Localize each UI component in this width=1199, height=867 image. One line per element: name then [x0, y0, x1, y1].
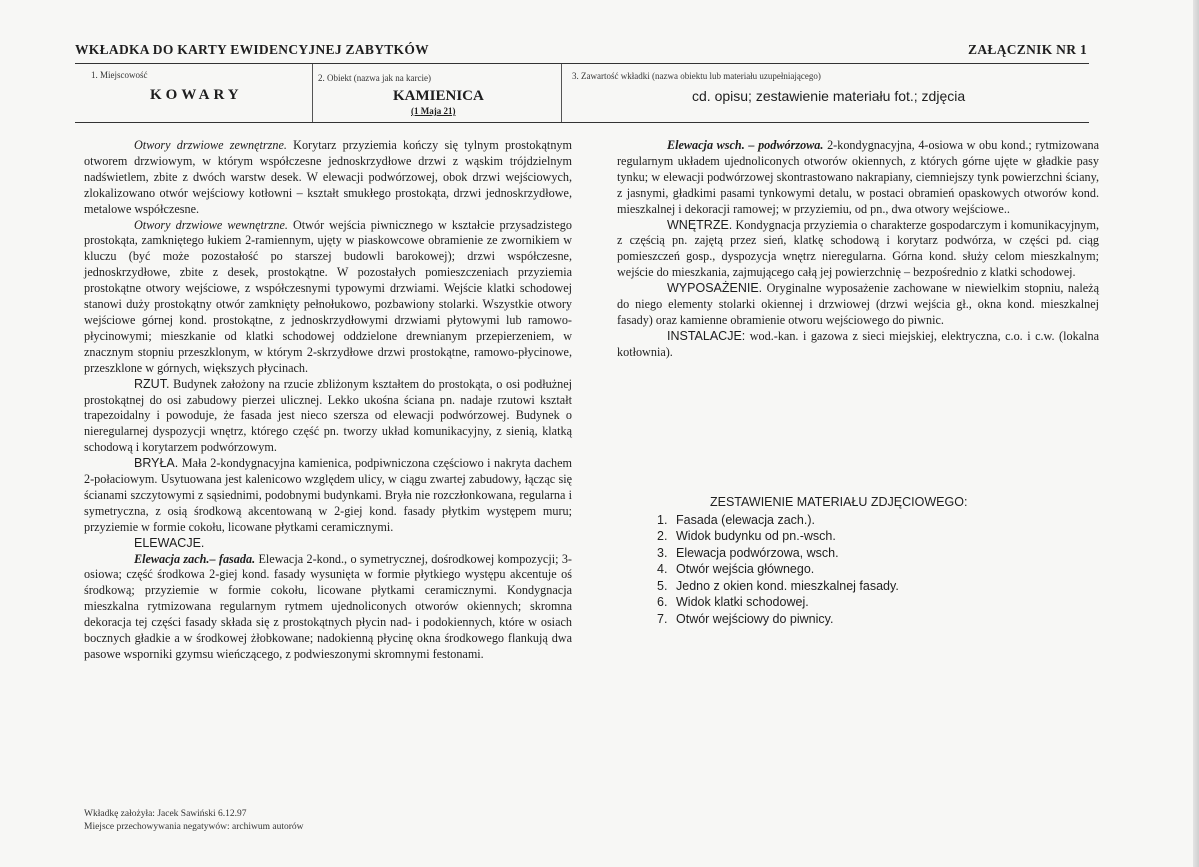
header-rule-top [75, 63, 1089, 64]
list-item [657, 528, 967, 545]
list-item-label: Widok budynku od pn.-wsch. [676, 529, 836, 543]
list-item [657, 611, 967, 628]
paragraph [617, 138, 1099, 218]
list-item-label: Fasada (elewacja zach.). [676, 512, 815, 527]
list-item-number: 5. [657, 578, 668, 593]
zawartosc-label: 3. Zawartość wkładki (nazwa obiektu lub materiału uzupełniającego) [572, 71, 821, 81]
section-heading: WYPOSAŻENIE. [667, 281, 763, 296]
miejscowosc-value: KOWARY [150, 87, 243, 103]
section-heading: ELEWACJE. [134, 535, 205, 550]
paragraph [84, 456, 572, 536]
footer-negatives-location: Miejsce przechowywania negatywów: archiwum autorów [84, 822, 304, 832]
field-divider [561, 64, 562, 122]
list-item-number: 7. [657, 611, 668, 626]
section-heading: RZUT. [134, 376, 170, 391]
footer [84, 808, 303, 834]
photo-list [657, 512, 967, 628]
list-item [657, 594, 967, 611]
section-heading: INSTALACJE: [667, 328, 746, 343]
list-item [657, 512, 967, 529]
page-edge [1193, 0, 1199, 867]
paragraph [84, 536, 572, 552]
section-heading: WNĘTRZE. [667, 217, 733, 232]
section-heading: Otwory drzwiowe zewnętrzne. [134, 138, 287, 152]
paragraph-text: Oryginalne wyposażenie zachowane w niewielkim stopniu, należą do niego elementy stolarki okiennej i drzwiowej (drzwi wejścia gł., okna kond. mieszkalnej fasady) oraz kamienne obramienie otworu wejściowego do piwnic. [617, 281, 1099, 327]
list-item-label: Elewacja podwórzowa, wsch. [676, 545, 839, 560]
paragraph-text: Kondygnacja przyziemia o charakterze gospodarczym i komunikacyjnym, z częścią pn. zajętą przez sień, klatkę schodową i korytarz podwórza, w części pd. ciąg pomieszczeń gosp., dyspozycja wnętrz nieregularna. Górna kond. służy celom mieszkalnym; wejście do mieszkania, zajmującego całą jej powierzchnię – bezpośrednio z klatki schodowej. [617, 217, 1099, 280]
attachment-number: ZAŁĄCZNIK NR 1 [968, 42, 1087, 57]
obiekt-value: KAMIENICA [393, 88, 484, 104]
list-item-label: Otwór wejściowy do piwnicy. [676, 611, 834, 626]
list-item-number: 4. [657, 562, 668, 576]
list-item-label: Jedno z okien kond. mieszkalnej fasady. [676, 578, 899, 593]
section-heading: BRYŁA. [134, 456, 179, 471]
footer-author: Wkładkę założyła: Jacek Sawiński 6.12.97 [84, 809, 247, 819]
list-item-label: Otwór wejścia głównego. [676, 562, 815, 576]
header-rule-bottom [75, 122, 1089, 123]
obiekt-address: (1 Maja 21) [411, 106, 456, 116]
document-header [75, 42, 1087, 58]
list-item-number: 3. [657, 545, 668, 560]
paragraph-text: Korytarz przyziemia kończy się tylnym prostokątnym otworem drzwiowym, w którym współczesne jednoskrzydłowe drzwi z wąskim trójdzielnym nadświetlem, zbite z dwóch warstw desek. W elewacji podwórzowej, obok drzwi wejściowych, zlokalizowano otwór wejściowy kotłowni – kształt smukłego prostokąta, drzwi jednoskrzydłowe, metalowe współczesne. [84, 138, 572, 216]
list-item-number: 1. [657, 512, 668, 527]
paragraph [617, 281, 1099, 329]
paragraph [84, 377, 572, 457]
paragraph-text: Mała 2-kondygnacyjna kamienica, podpiwniczona częściowo i nakryta dachem 2-połaciowym. Usytuowana jest kalenicowo względem ulicy, w ciągu zwartej zabudowy, łącząc się ścianami szczytowymi z sąsiednimi, podobnymi budynkami. Bryła nie rozczłonkowana, regularna i symetryczna, z osią środkową akcentowaną w 2-giej kond. fasady płytkim występem muru; przyziemie w formie cokołu, licowane płytkami ceramicznymi. [84, 456, 572, 534]
list-item-number: 2. [657, 529, 668, 543]
paragraph-text: 2-kondygnacyjna, 4-osiowa w obu kond.; rytmizowana regularnym układem ujednoliconych otworów okiennych, z których górne ujęte w gładkie pasy tynku; w elewacji podwórzowej skontrastowano nakrapiany, ciemniejszy tynk powierzchni ściany, z jasnymi, gładkimi pasami tynkowymi detalu, w postaci obramień opaskowych otworów kond. mieszkalnej i dekoracji ramowej; w przyziemiu, od pn., dwa otwory wejściowe.. [617, 138, 1099, 216]
paragraph-text: Budynek założony na rzucie zbliżonym kształtem do prostokąta, o osi podłużnej prostokątnej do osi zabudowy pierzei ulicznej. Lekko ukośna ściana pn. nadaje rzutowi kształt trapezoidalny i powoduje, że fasada jest nieco szersza od elewacji podwórzowej. Budynek o nieregularnej dyspozycji wnętrz, którego część pn. tworzy układ komunikacyjny, z sienią, klatką schodową i korytarzem podwórzowym. [84, 376, 572, 455]
list-item-label: Widok klatki schodowej. [676, 595, 809, 609]
paragraph-text: Elewacja 2-kond., o symetrycznej, dośrodkowej kompozycji; 3-osiowa; część środkowa 2-giej kond. fasady wysunięta w formie płytkiego występu akcentuje oś środkową; przyziemie w formie cokołu, licowane płytkami ceramicznymi. Kondygnacja mieszkalna rytmizowana regularnym rytmem ujednoliconych otworów okiennych; skromna dekoracja tej części fasady składa się z prostokątnych płycin nad- i podokiennych, które w osiach bocznych gładkie a w środkowej żłobkowane; nadokienną płycinę okna środkowego flankują dwa pasowe wsporniki gzymsu wieńczącego, z podwieszonymi skromnymi festonami. [84, 551, 572, 661]
field-divider [312, 64, 313, 122]
section-heading: Elewacja zach.– fasada. [134, 551, 256, 566]
photo-list-block [657, 494, 967, 627]
paragraph-text: Otwór wejścia piwnicznego w kształcie przysadzistego prostokąta, zamkniętego łukiem 2-ramiennym, ujęty w piaskowcowe obramienie ze zwornikiem w kluczu (być może pozostałość po starszej budowli barokowej); drzwi współczesne, jednoskrzydłowe, zbite z desek, prostokątne. W pozostałych pomieszczeniach przyziemia prostokątne otwory wejściowe, z współczesnymi typowymi drzwiami. Wejście klatki schodowej stanowi duży prostokątny otwór zamknięty pełnołukowo, pozbawiony stolarki. Wszystkie otwory wejściowe górnej kond. prostokątne, z jednoskrzydłowymi drzwiami płytowymi lub ramowo-płycinowymi; mieszkanie od klatki schodowej oddzielone drewnianym przepierzeniem, w znacznym stopniu przeszklonym, w którym 2-skrzydłowe drzwi prostokątne, ramowo-płycinowe, przeszklone w górnych, większych płycinach. [84, 217, 572, 375]
left-column [84, 138, 572, 663]
list-item [657, 561, 967, 578]
document-title: WKŁADKA DO KARTY EWIDENCYJNEJ ZABYTKÓW [75, 42, 429, 57]
section-heading: Elewacja wsch. – podwórzowa. [667, 138, 824, 152]
paragraph [84, 138, 572, 218]
list-item [657, 578, 967, 595]
miejscowosc-label: 1. Miejscowość [91, 70, 148, 80]
section-heading: Otwory drzwiowe wewnętrzne. [134, 217, 288, 232]
list-item [657, 545, 967, 562]
paragraph [84, 218, 572, 377]
list-item-number: 6. [657, 595, 668, 609]
paragraph-text: wod.-kan. i gazowa z sieci miejskiej, elektryczna, c.o. i c.w. (lokalna kotłownia). [617, 328, 1099, 359]
right-column [617, 138, 1099, 361]
paragraph [617, 329, 1099, 361]
zawartosc-value: cd. opisu; zestawienie materiału fot.; zdjęcia [692, 88, 966, 104]
photo-list-title: ZESTAWIENIE MATERIAŁU ZDJĘCIOWEGO: [710, 495, 968, 509]
obiekt-label: 2. Obiekt (nazwa jak na karcie) [318, 73, 431, 83]
paragraph [617, 218, 1099, 282]
paragraph [84, 552, 572, 663]
